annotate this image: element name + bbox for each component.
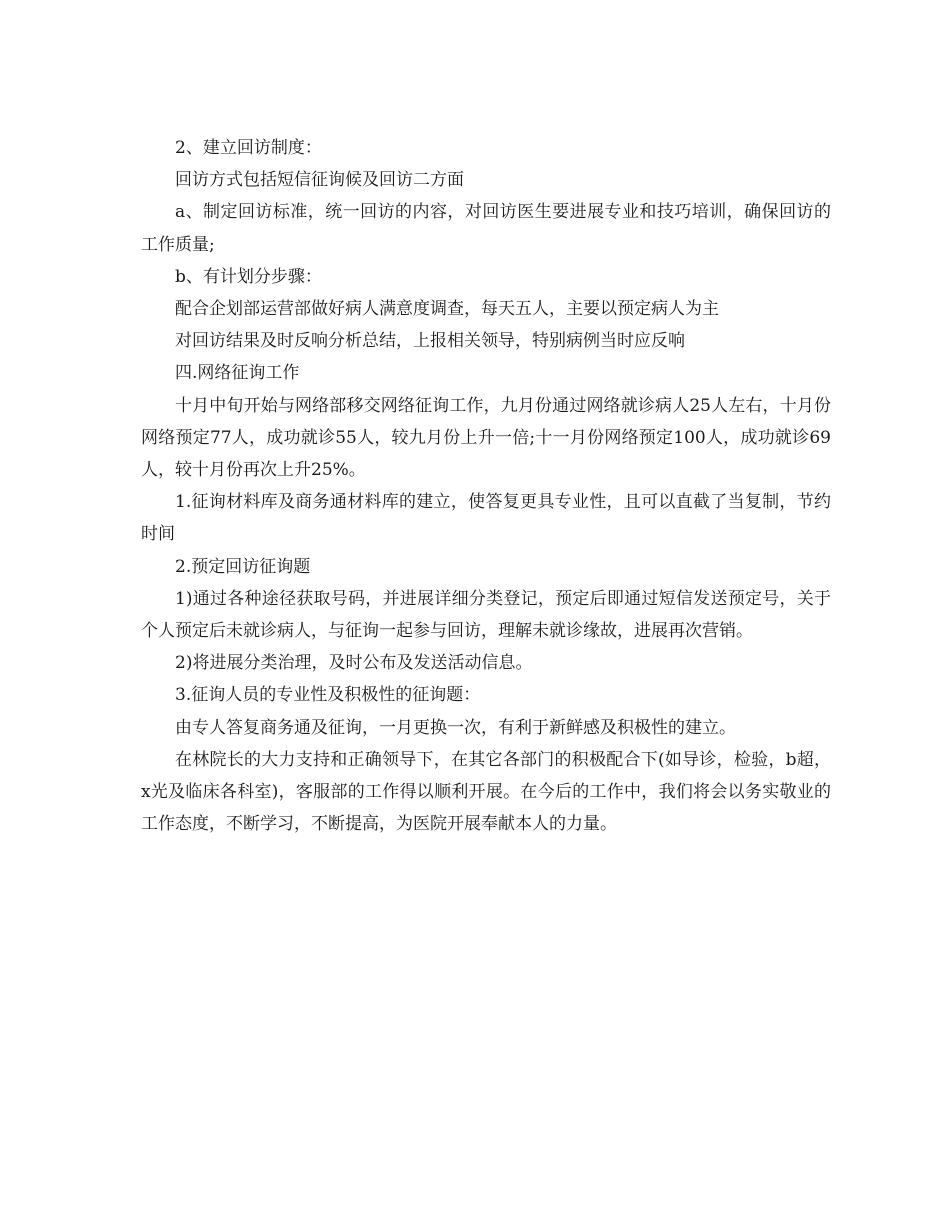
paragraph-revisit-standard: a、制定回访标准，统一回访的内容，对回访医生要进展专业和技巧培训，确保回访的工作质量;: [141, 202, 831, 255]
paragraph-revisit-methods: 回访方式包括短信征询候及回访二方面: [175, 170, 464, 191]
document-body: [141, 132, 831, 840]
paragraph-revisit-system: 2、建立回访制度：: [175, 138, 322, 158]
paragraph-network-statistics: 十月中旬开始与网络部移交网络征询工作，九月份通过网络就诊病人25人左右，十月份网络预定77人，成功就诊55人，较九月份上升一倍;十一月份网络预定100人，成功就诊69人，较十月份再次上升25%。: [141, 395, 831, 481]
paragraph-dedicated-staff: 由专人答复商务通及征询，一月更换一次，有利于新鲜感及积极性的建立。: [175, 717, 736, 738]
paragraph-number-collection: 1)通过各种途径获取号码，并进展详细分类登记，预定后即通过短信发送预定号，关于个人预定后未就诊病人，与征询一起参与回访，理解未就诊缘故，进展再次营销。: [141, 588, 831, 642]
paragraph-material-library: 1.征询材料库及商务通材料库的建立，使答复更具专业性，且可以直截了当复制，节约时间: [141, 492, 831, 545]
paragraph-conclusion: 在林院长的大力支持和正确领导下，在其它各部门的积极配合下(如导诊，检验，b超，x光及临床各科室)，客服部的工作得以顺利开展。在今后的工作中，我们将会以务实敬业的工作态度，不断学习，不断提高，为医院开展奉献本人的力量。: [141, 749, 831, 835]
paragraph-staff-professionalism: 3.征询人员的专业性及积极性的征询题：: [175, 685, 481, 706]
paragraph-booking-revisit: 2.预定回访征询题: [175, 556, 311, 577]
paragraph-classification: 2)将进展分类治理，及时公布及发送活动信息。: [175, 653, 533, 674]
paragraph-satisfaction-survey: 配合企划部运营部做好病人满意度调查，每天五人，主要以预定病人为主: [175, 299, 719, 320]
paragraph-planned-steps: b、有计划分步骤：: [175, 266, 322, 287]
paragraph-feedback-analysis: 对回访结果及时反响分析总结，上报相关领导，特别病例当时应反响: [175, 331, 685, 352]
section-heading-network-consulting: 四.网络征询工作: [175, 363, 300, 384]
